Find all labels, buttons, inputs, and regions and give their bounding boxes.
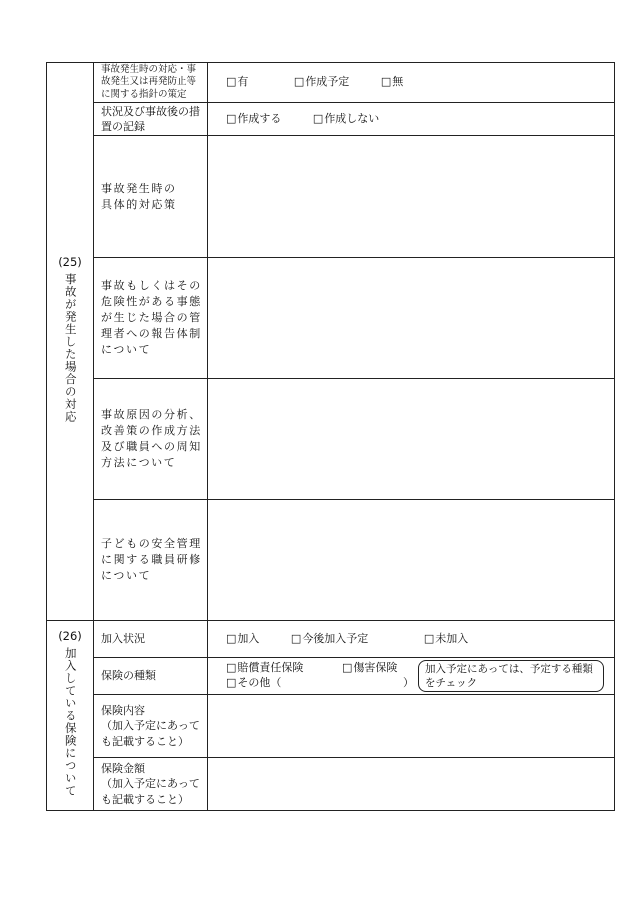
response-measures-label: 事故発生時の 具体的対応策 — [94, 136, 208, 258]
cause-analysis-field[interactable] — [208, 379, 615, 500]
record-options — [208, 103, 615, 136]
insurance-type-label: 保険の種類 — [94, 658, 208, 695]
row-insurance-type — [47, 658, 615, 695]
checkbox-icon[interactable]: □ — [293, 75, 305, 89]
option-yes[interactable]: □有 — [226, 75, 249, 89]
report-system-field[interactable] — [208, 258, 615, 379]
checkbox-icon[interactable]: □ — [312, 111, 324, 125]
row-insurance-amount — [47, 758, 615, 811]
other-close-paren: ） — [403, 676, 414, 689]
staff-training-field[interactable] — [208, 500, 615, 621]
enrollment-label: 加入状況 — [94, 621, 208, 658]
staff-training-label: 子どもの安全管理に関する職員研修について — [94, 500, 208, 621]
option-no[interactable]: □無 — [380, 75, 404, 89]
option-enroll-planned[interactable]: □今後加入予定 — [290, 631, 369, 645]
insurance-content-field[interactable] — [208, 695, 615, 758]
record-label: 状況及び事故後の措置の記録 — [94, 103, 208, 136]
section-26-header — [47, 621, 94, 811]
form-sheet — [46, 62, 614, 811]
row-record — [47, 103, 615, 136]
section-26-number: (26) — [58, 629, 82, 644]
option-planned[interactable]: □作成予定 — [293, 75, 350, 89]
checkbox-icon[interactable]: □ — [226, 75, 237, 89]
enrollment-options — [208, 621, 615, 658]
option-not-enrolled[interactable]: □未加入 — [423, 631, 469, 645]
insurance-amount-label: 保険金額 （加入予定にあっても記載すること） — [94, 758, 208, 811]
checkbox-icon[interactable]: □ — [226, 676, 237, 689]
section-25-number: (25) — [58, 255, 82, 270]
option-other[interactable]: □その他（ — [226, 676, 282, 689]
section-25-title: 事故が発生した場合の対応 — [63, 273, 78, 423]
option-liability[interactable]: □賠償責任保険 — [226, 661, 304, 675]
row-insurance-content — [47, 695, 615, 758]
row-response-measures — [47, 136, 615, 258]
option-create[interactable]: □作成する — [226, 111, 282, 125]
insurance-type-note: 加入予定にあっては、予定する種類をチェック — [418, 660, 604, 692]
checkbox-icon[interactable]: □ — [226, 661, 237, 675]
row-policy — [47, 63, 615, 103]
cause-analysis-label: 事故原因の分析、改善策の作成方法及び職員への周知方法について — [94, 379, 208, 500]
row-cause-analysis — [47, 379, 615, 500]
row-staff-training — [47, 500, 615, 621]
form-table — [46, 62, 615, 811]
option-accident[interactable]: □傷害保険 — [342, 661, 398, 675]
insurance-type-options — [208, 658, 615, 695]
checkbox-icon[interactable]: □ — [226, 111, 237, 125]
checkbox-icon[interactable]: □ — [226, 631, 237, 645]
section-26-title: 加入している保険について — [63, 647, 78, 797]
policy-options — [208, 63, 615, 103]
response-measures-field[interactable] — [208, 136, 615, 258]
checkbox-icon[interactable]: □ — [342, 661, 353, 675]
section-25-header — [47, 63, 94, 621]
option-enrolled[interactable]: □加入 — [226, 631, 260, 645]
checkbox-icon[interactable]: □ — [380, 75, 392, 89]
checkbox-icon[interactable]: □ — [290, 631, 302, 645]
option-not-create[interactable]: □作成しない — [312, 111, 380, 125]
policy-label: 事故発生時の対応・事故発生又は再発防止等に関する指針の策定 — [94, 63, 208, 103]
insurance-content-label: 保険内容 （加入予定にあっても記載すること） — [94, 695, 208, 758]
report-system-label: 事故もしくはその危険性がある事態が生じた場合の管理者への報告体制について — [94, 258, 208, 379]
checkbox-icon[interactable]: □ — [423, 631, 435, 645]
row-enrollment — [47, 621, 615, 658]
row-report-system — [47, 258, 615, 379]
insurance-amount-field[interactable] — [208, 758, 615, 811]
